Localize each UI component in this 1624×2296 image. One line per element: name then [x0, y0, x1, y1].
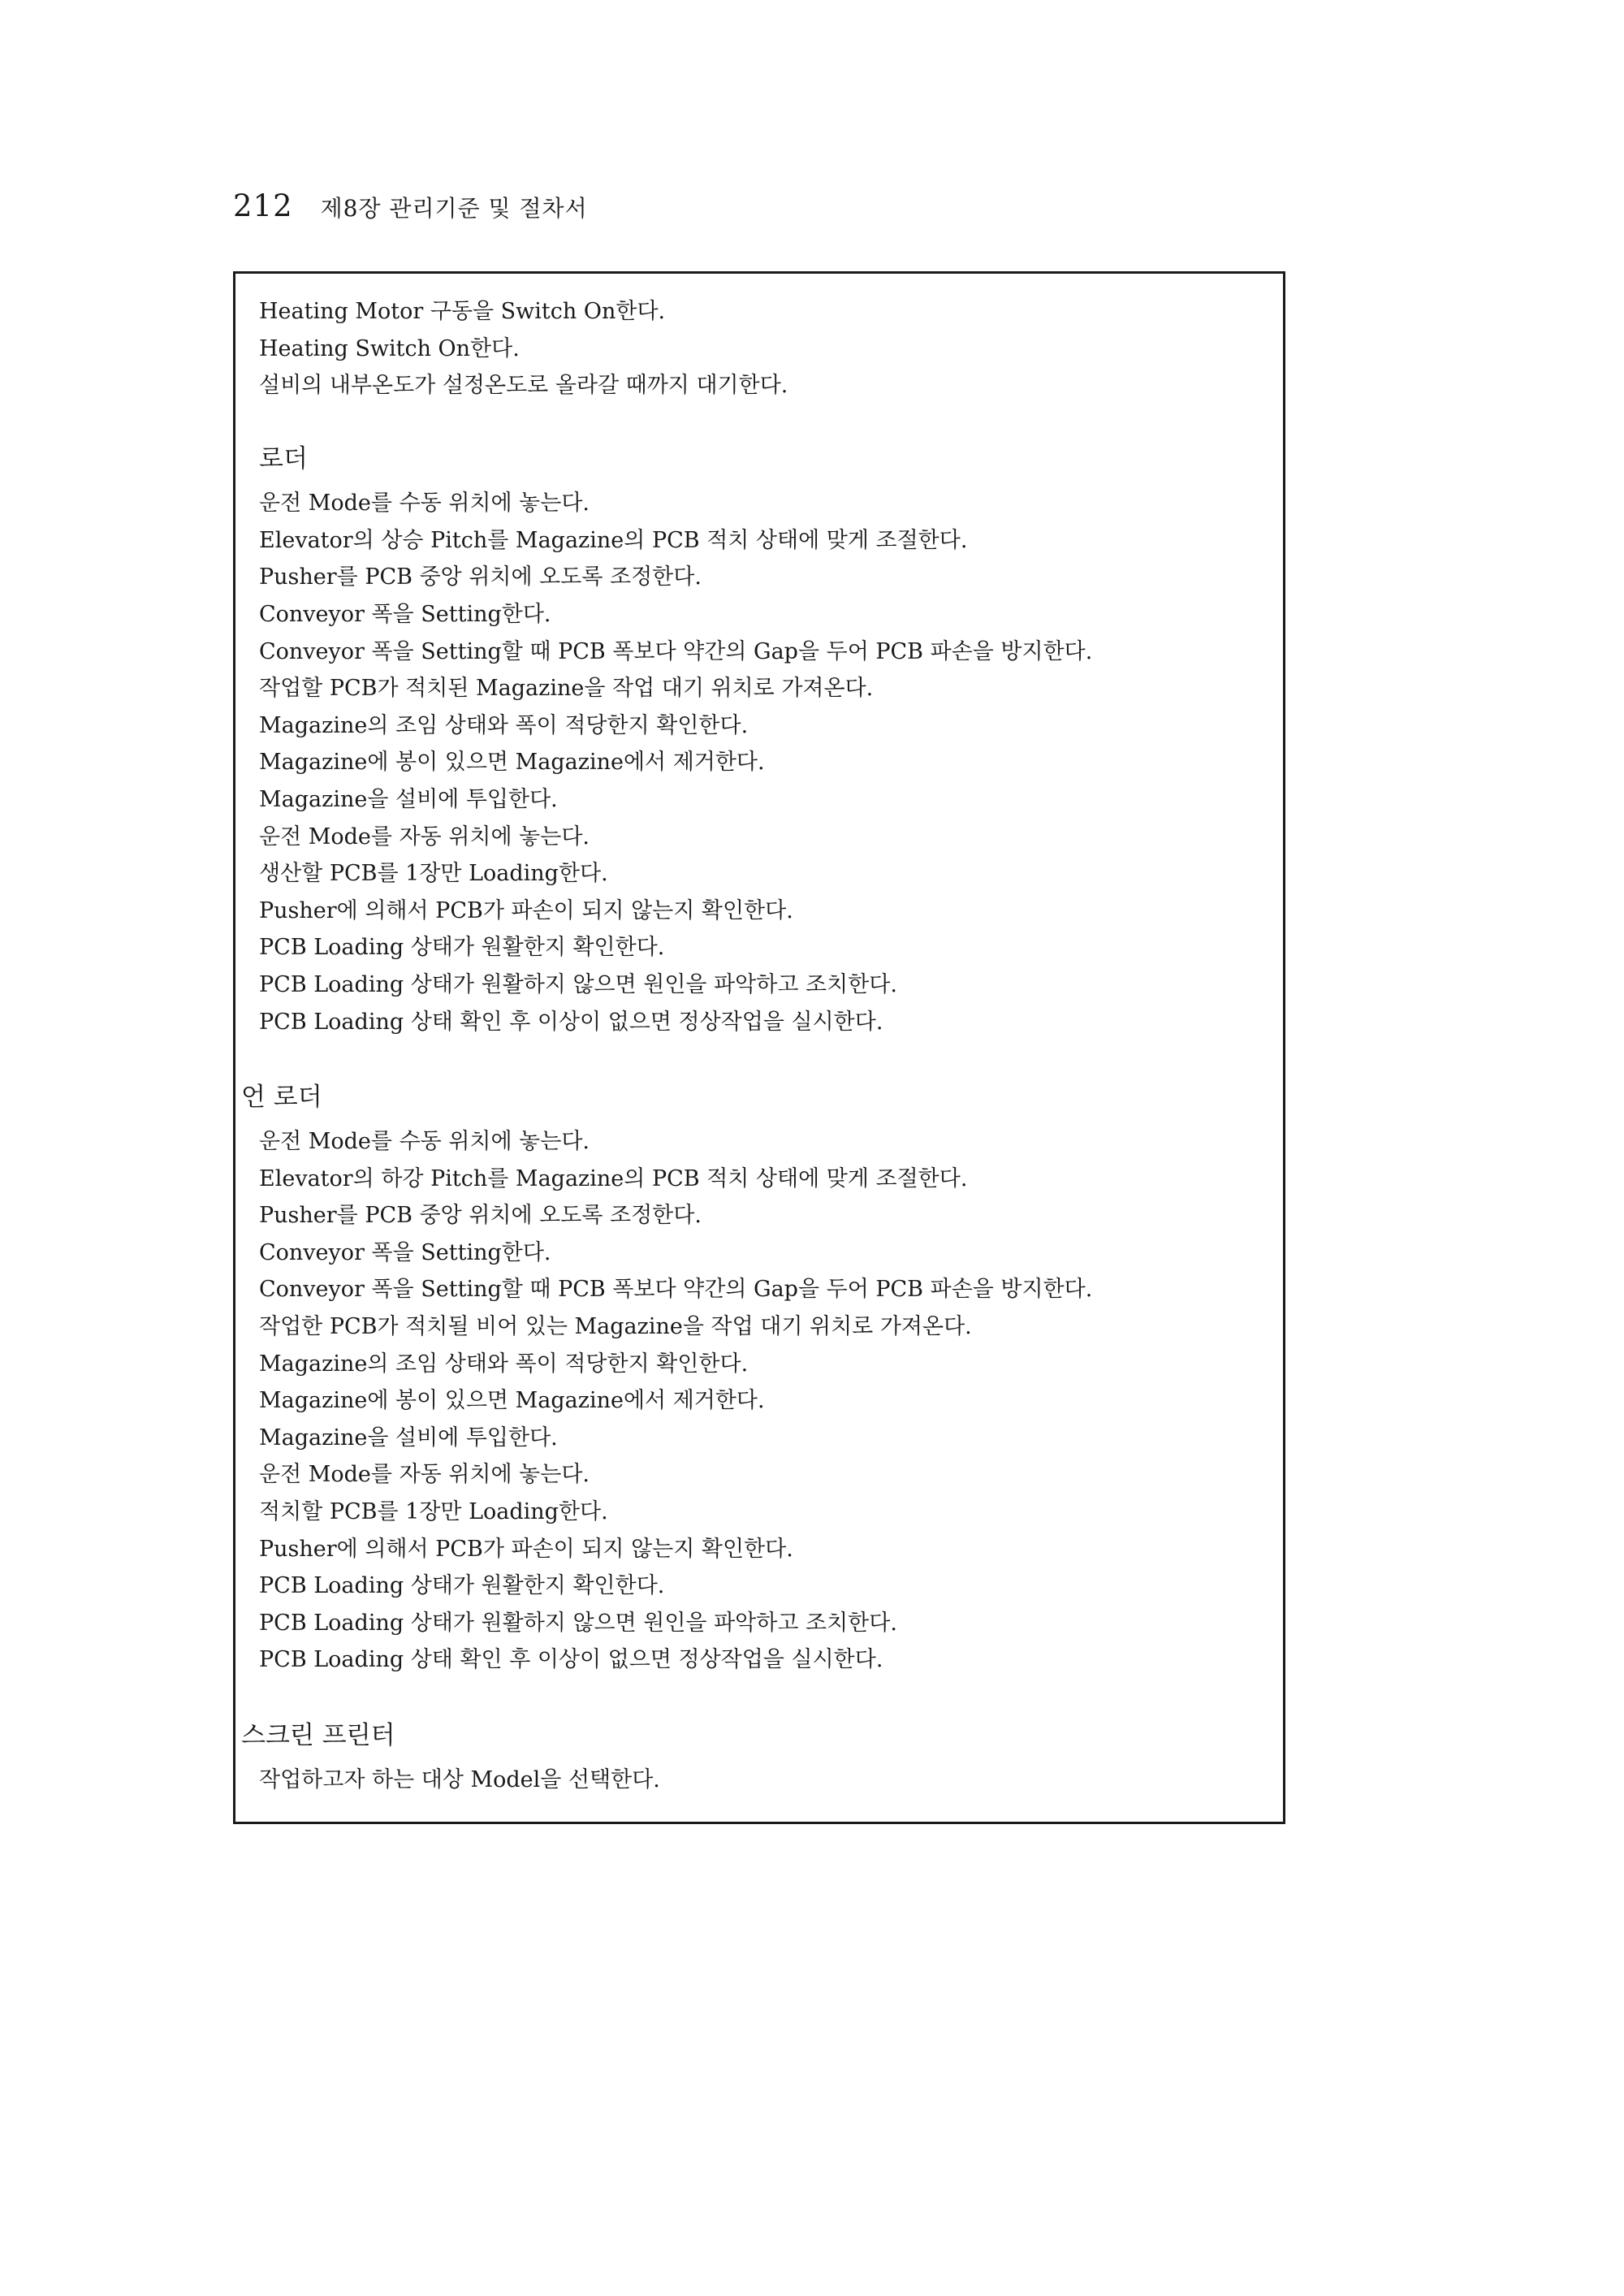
unloader-line: 적치할 PCB를 1장만 Loading한다.: [259, 1499, 608, 1524]
loader-line: Conveyor 폭을 Setting할 때 PCB 폭보다 약간의 Gap을 두어 PCB 파손을 방지한다.: [259, 639, 1093, 664]
unloader-line: Conveyor 폭을 Setting한다.: [259, 1240, 551, 1265]
loader-line: Magazine의 조임 상태와 폭이 적당한지 확인한다.: [259, 713, 749, 738]
loader-line: PCB Loading 상태 확인 후 이상이 없으면 정상작업을 실시한다.: [259, 1010, 883, 1035]
unloader-line: 운전 Mode를 수동 위치에 놓는다.: [259, 1129, 590, 1154]
intro-line: Heating Switch On한다.: [259, 336, 520, 361]
unloader-line: 작업한 PCB가 적치될 비어 있는 Magazine을 작업 대기 위치로 가져온다.: [259, 1314, 972, 1339]
unloader-line: PCB Loading 상태가 원활한지 확인한다.: [259, 1573, 665, 1598]
unloader-line: Pusher를 PCB 중앙 위치에 오도록 조정한다.: [259, 1203, 702, 1228]
unloader-line: Magazine에 봉이 있으면 Magazine에서 제거한다.: [259, 1388, 765, 1413]
loader-line: 작업할 PCB가 적치된 Magazine을 작업 대기 위치로 가져온다.: [259, 676, 874, 701]
unloader-line: Elevator의 하강 Pitch를 Magazine의 PCB 적치 상태에 맞게 조절한다.: [259, 1166, 968, 1191]
unloader-line: 운전 Mode를 자동 위치에 놓는다.: [259, 1462, 590, 1487]
loader-line: Conveyor 폭을 Setting한다.: [259, 602, 551, 627]
unloader-line: Pusher에 의해서 PCB가 파손이 되지 않는지 확인한다.: [259, 1537, 793, 1562]
intro-line: Heating Motor 구동을 Switch On한다.: [259, 299, 666, 324]
unloader-line: Conveyor 폭을 Setting할 때 PCB 폭보다 약간의 Gap을 두어 PCB 파손을 방지한다.: [259, 1277, 1093, 1302]
unloader-heading: 언 로더: [241, 1083, 322, 1112]
loader-line: Magazine을 설비에 투입한다.: [259, 787, 558, 812]
loader-line: PCB Loading 상태가 원활하지 않으면 원인을 파악하고 조치한다.: [259, 972, 897, 997]
unloader-line: PCB Loading 상태가 원활하지 않으면 원인을 파악하고 조치한다.: [259, 1611, 897, 1636]
intro-line: 설비의 내부온도가 설정온도로 올라갈 때까지 대기한다.: [259, 373, 788, 398]
unloader-line: Magazine의 조임 상태와 폭이 적당한지 확인한다.: [259, 1351, 749, 1377]
loader-line: 운전 Mode를 자동 위치에 놓는다.: [259, 824, 590, 850]
chapter-title: 제8장 관리기준 및 절차서: [320, 195, 588, 222]
loader-line: Pusher에 의해서 PCB가 파손이 되지 않는지 확인한다.: [259, 898, 793, 923]
screen-printer-heading: 스크린 프린터: [241, 1721, 395, 1750]
screen-printer-line: 작업하고자 하는 대상 Model을 선택한다.: [259, 1767, 660, 1792]
loader-line: Magazine에 봉이 있으면 Magazine에서 제거한다.: [259, 750, 765, 775]
unloader-line: PCB Loading 상태 확인 후 이상이 없으면 정상작업을 실시한다.: [259, 1647, 883, 1672]
procedure-box: [233, 271, 1285, 1824]
loader-line: Pusher를 PCB 중앙 위치에 오도록 조정한다.: [259, 564, 702, 590]
unloader-line: Magazine을 설비에 투입한다.: [259, 1425, 558, 1451]
loader-line: PCB Loading 상태가 원활한지 확인한다.: [259, 935, 665, 960]
loader-line: 운전 Mode를 수동 위치에 놓는다.: [259, 491, 590, 516]
loader-line: 생산할 PCB를 1장만 Loading한다.: [259, 861, 608, 886]
page-number: 212: [233, 188, 293, 223]
page-header: [233, 188, 588, 234]
loader-heading: 로더: [259, 444, 308, 473]
loader-line: Elevator의 상승 Pitch를 Magazine의 PCB 적치 상태에 맞게 조절한다.: [259, 528, 968, 553]
